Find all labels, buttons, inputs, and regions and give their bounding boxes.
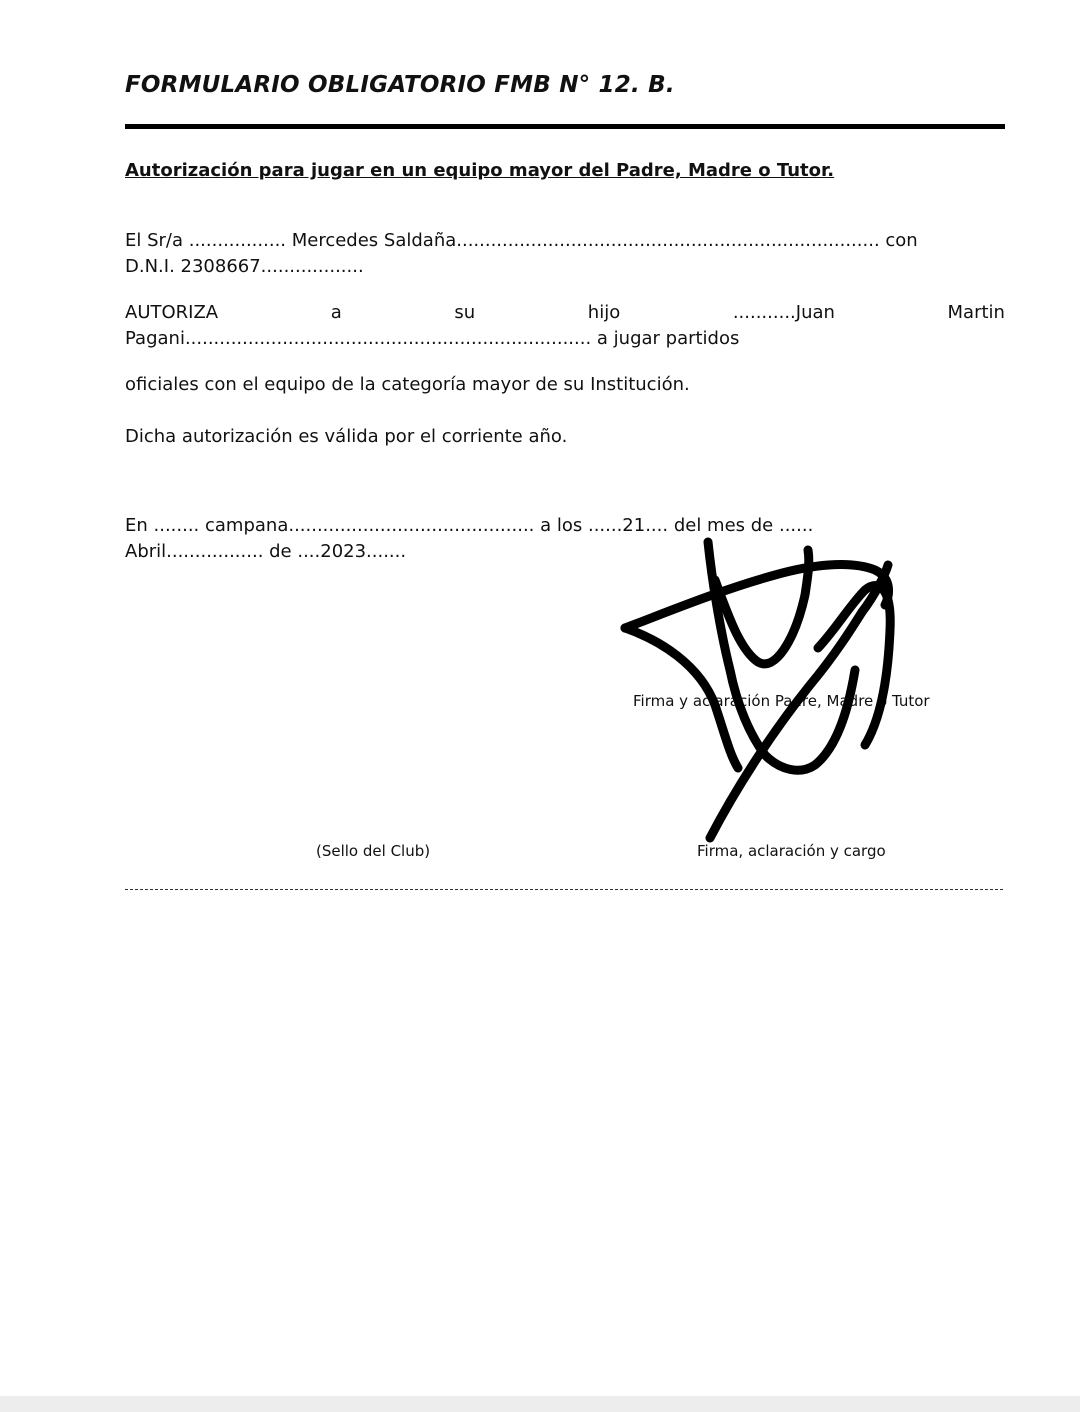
title-rule (125, 124, 1005, 129)
authorizes-word: a (330, 302, 342, 323)
form-title: FORMULARIO OBLIGATORIO FMB N° 12. B. (125, 72, 675, 98)
authorizes-word: AUTORIZA (125, 302, 219, 323)
authorizes-line (125, 300, 1005, 326)
form-subtitle: Autorización para jugar en un equipo mayor del Padre, Madre o Tutor. (125, 160, 835, 181)
official-signature-label: Firma, aclaración y cargo (697, 842, 886, 860)
authorizer-line: El Sr/a ................. Mercedes Saldaña.......................................................................... con (125, 230, 918, 251)
dni-line: D.N.I. 2308667.................. (125, 256, 364, 277)
official-matches-line: oficiales con el equipo de la categoría mayor de su Institución. (125, 374, 690, 395)
cut-divider-line (125, 889, 1003, 890)
authorizes-word: su (454, 302, 476, 323)
club-seal-label: (Sello del Club) (316, 842, 431, 860)
authorizes-word: ...........Juan (732, 302, 835, 323)
place-date-line: En ........ campana........................................... a los ......21.... del mes de ...... (125, 515, 814, 536)
validity-line: Dicha autorización es válida por el corriente año. (125, 426, 568, 447)
authorizes-word: hijo (587, 302, 621, 323)
authorizes-word: Martin (947, 302, 1005, 323)
child-name-line: Pagani....................................................................... a jugar partidos (125, 328, 740, 349)
handwritten-signature (600, 520, 920, 860)
parent-signature-label: Firma y aclaración Padre, Madre o Tutor (633, 692, 930, 710)
viewer-bottom-bar (0, 1396, 1080, 1412)
month-year-line: Abril................. de ....2023....... (125, 541, 407, 562)
